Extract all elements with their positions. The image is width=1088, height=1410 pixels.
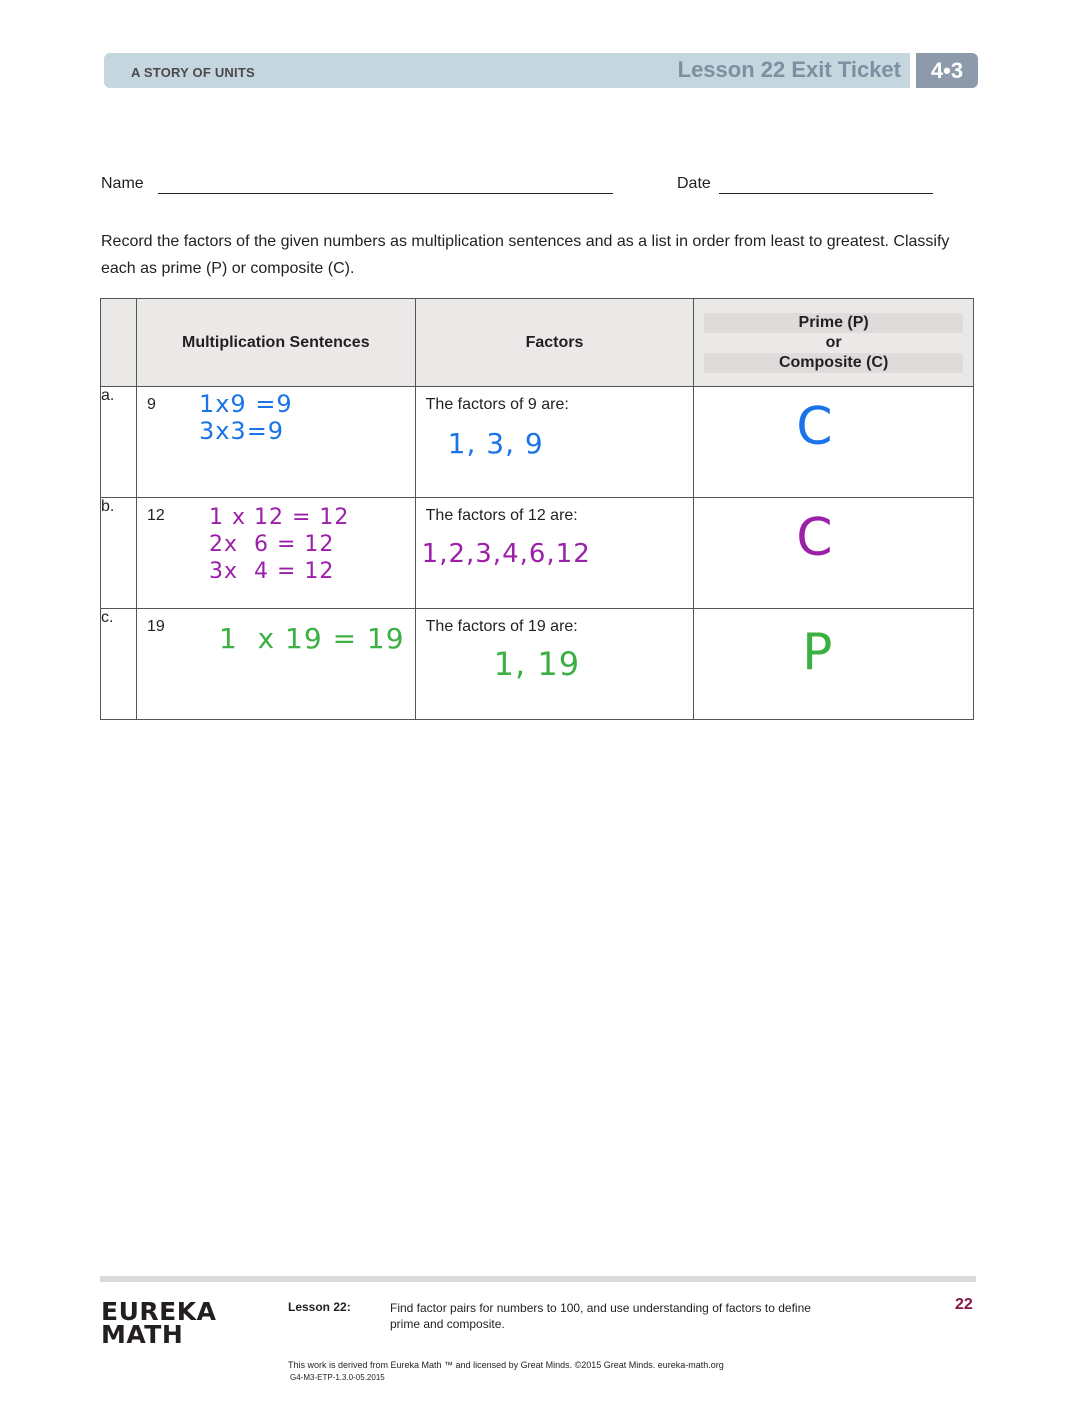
lesson-title: Lesson 22 Exit Ticket [677,57,901,82]
factors-cell[interactable] [415,387,694,498]
logo-line-2: MATH [101,1320,184,1349]
header-sentences: Multiplication Sentences [136,299,415,387]
header-blank-cell [101,299,137,387]
handwritten-sentences: 1 x 19 = 19 [218,622,405,655]
handwritten-sentences: 1 x 12 = 12 2x 6 = 12 3x 4 = 12 [208,505,350,584]
sentences-cell[interactable] [136,609,415,720]
table-header-row [101,299,974,387]
date-field[interactable] [719,193,933,194]
table-row [101,387,974,498]
header-composite: Composite (C) [704,353,963,373]
grade-module-badge: 4•3 [916,53,978,88]
handwritten-classification: P [802,623,833,681]
table-row [101,609,974,720]
page-number: 22 [955,1296,973,1313]
factors-prompt: The factors of 9 are: [425,396,569,413]
footer-description: Find factor pairs for numbers to 100, and use understanding of factors to define prime and composite. [390,1301,811,1331]
given-number: 19 [146,618,165,635]
logo-line-1: EUREKA [101,1297,217,1326]
classification-cell[interactable] [694,387,974,498]
date-label: Date [677,175,711,192]
series-title: A STORY OF UNITS [131,65,255,80]
handwritten-factors: 1, 19 [493,645,581,683]
given-number: 9 [146,396,156,413]
header-factors: Factors [415,299,694,387]
factors-table [100,298,974,720]
row-letter: c. [101,609,137,720]
row-letter: a. [101,387,137,498]
name-field[interactable] [158,193,613,194]
name-label: Name [101,175,144,192]
eureka-math-logo [101,1297,217,1349]
sentences-cell[interactable] [136,498,415,609]
factors-cell[interactable] [415,498,694,609]
factors-prompt: The factors of 12 are: [425,507,578,524]
given-number: 12 [146,507,165,524]
footer-credit: This work is derived from Eureka Math ™ and licensed by Great Minds. ©2015 Great Minds. eureka-math.org [288,1360,724,1370]
classification-cell[interactable] [694,609,974,720]
handwritten-factors: 1, 3, 9 [447,427,544,460]
footer-lesson-label: Lesson 22: [288,1300,351,1314]
handwritten-classification: C [796,508,833,568]
factors-prompt: The factors of 19 are: [425,618,578,635]
handwritten-factors: 1,2,3,4,6,12 [421,539,591,569]
classification-cell[interactable] [694,498,974,609]
footer-rule [100,1276,976,1282]
handwritten-sentences: 1x9 =9 3x3=9 [198,390,293,445]
sentences-cell[interactable] [136,387,415,498]
instructions: Record the factors of the given numbers as multiplication sentences and as a list in order from least to greatest. Classify each as prime (P) or composite (C). [101,233,950,277]
factors-cell[interactable] [415,609,694,720]
header-prime: Prime (P) [704,313,963,333]
table-row [101,498,974,609]
row-letter: b. [101,498,137,609]
handwritten-classification: C [796,397,833,457]
footer-code: G4-M3-ETP-1.3.0-05.2015 [290,1373,385,1382]
header-or: or [825,333,842,351]
header-classification [694,299,974,387]
